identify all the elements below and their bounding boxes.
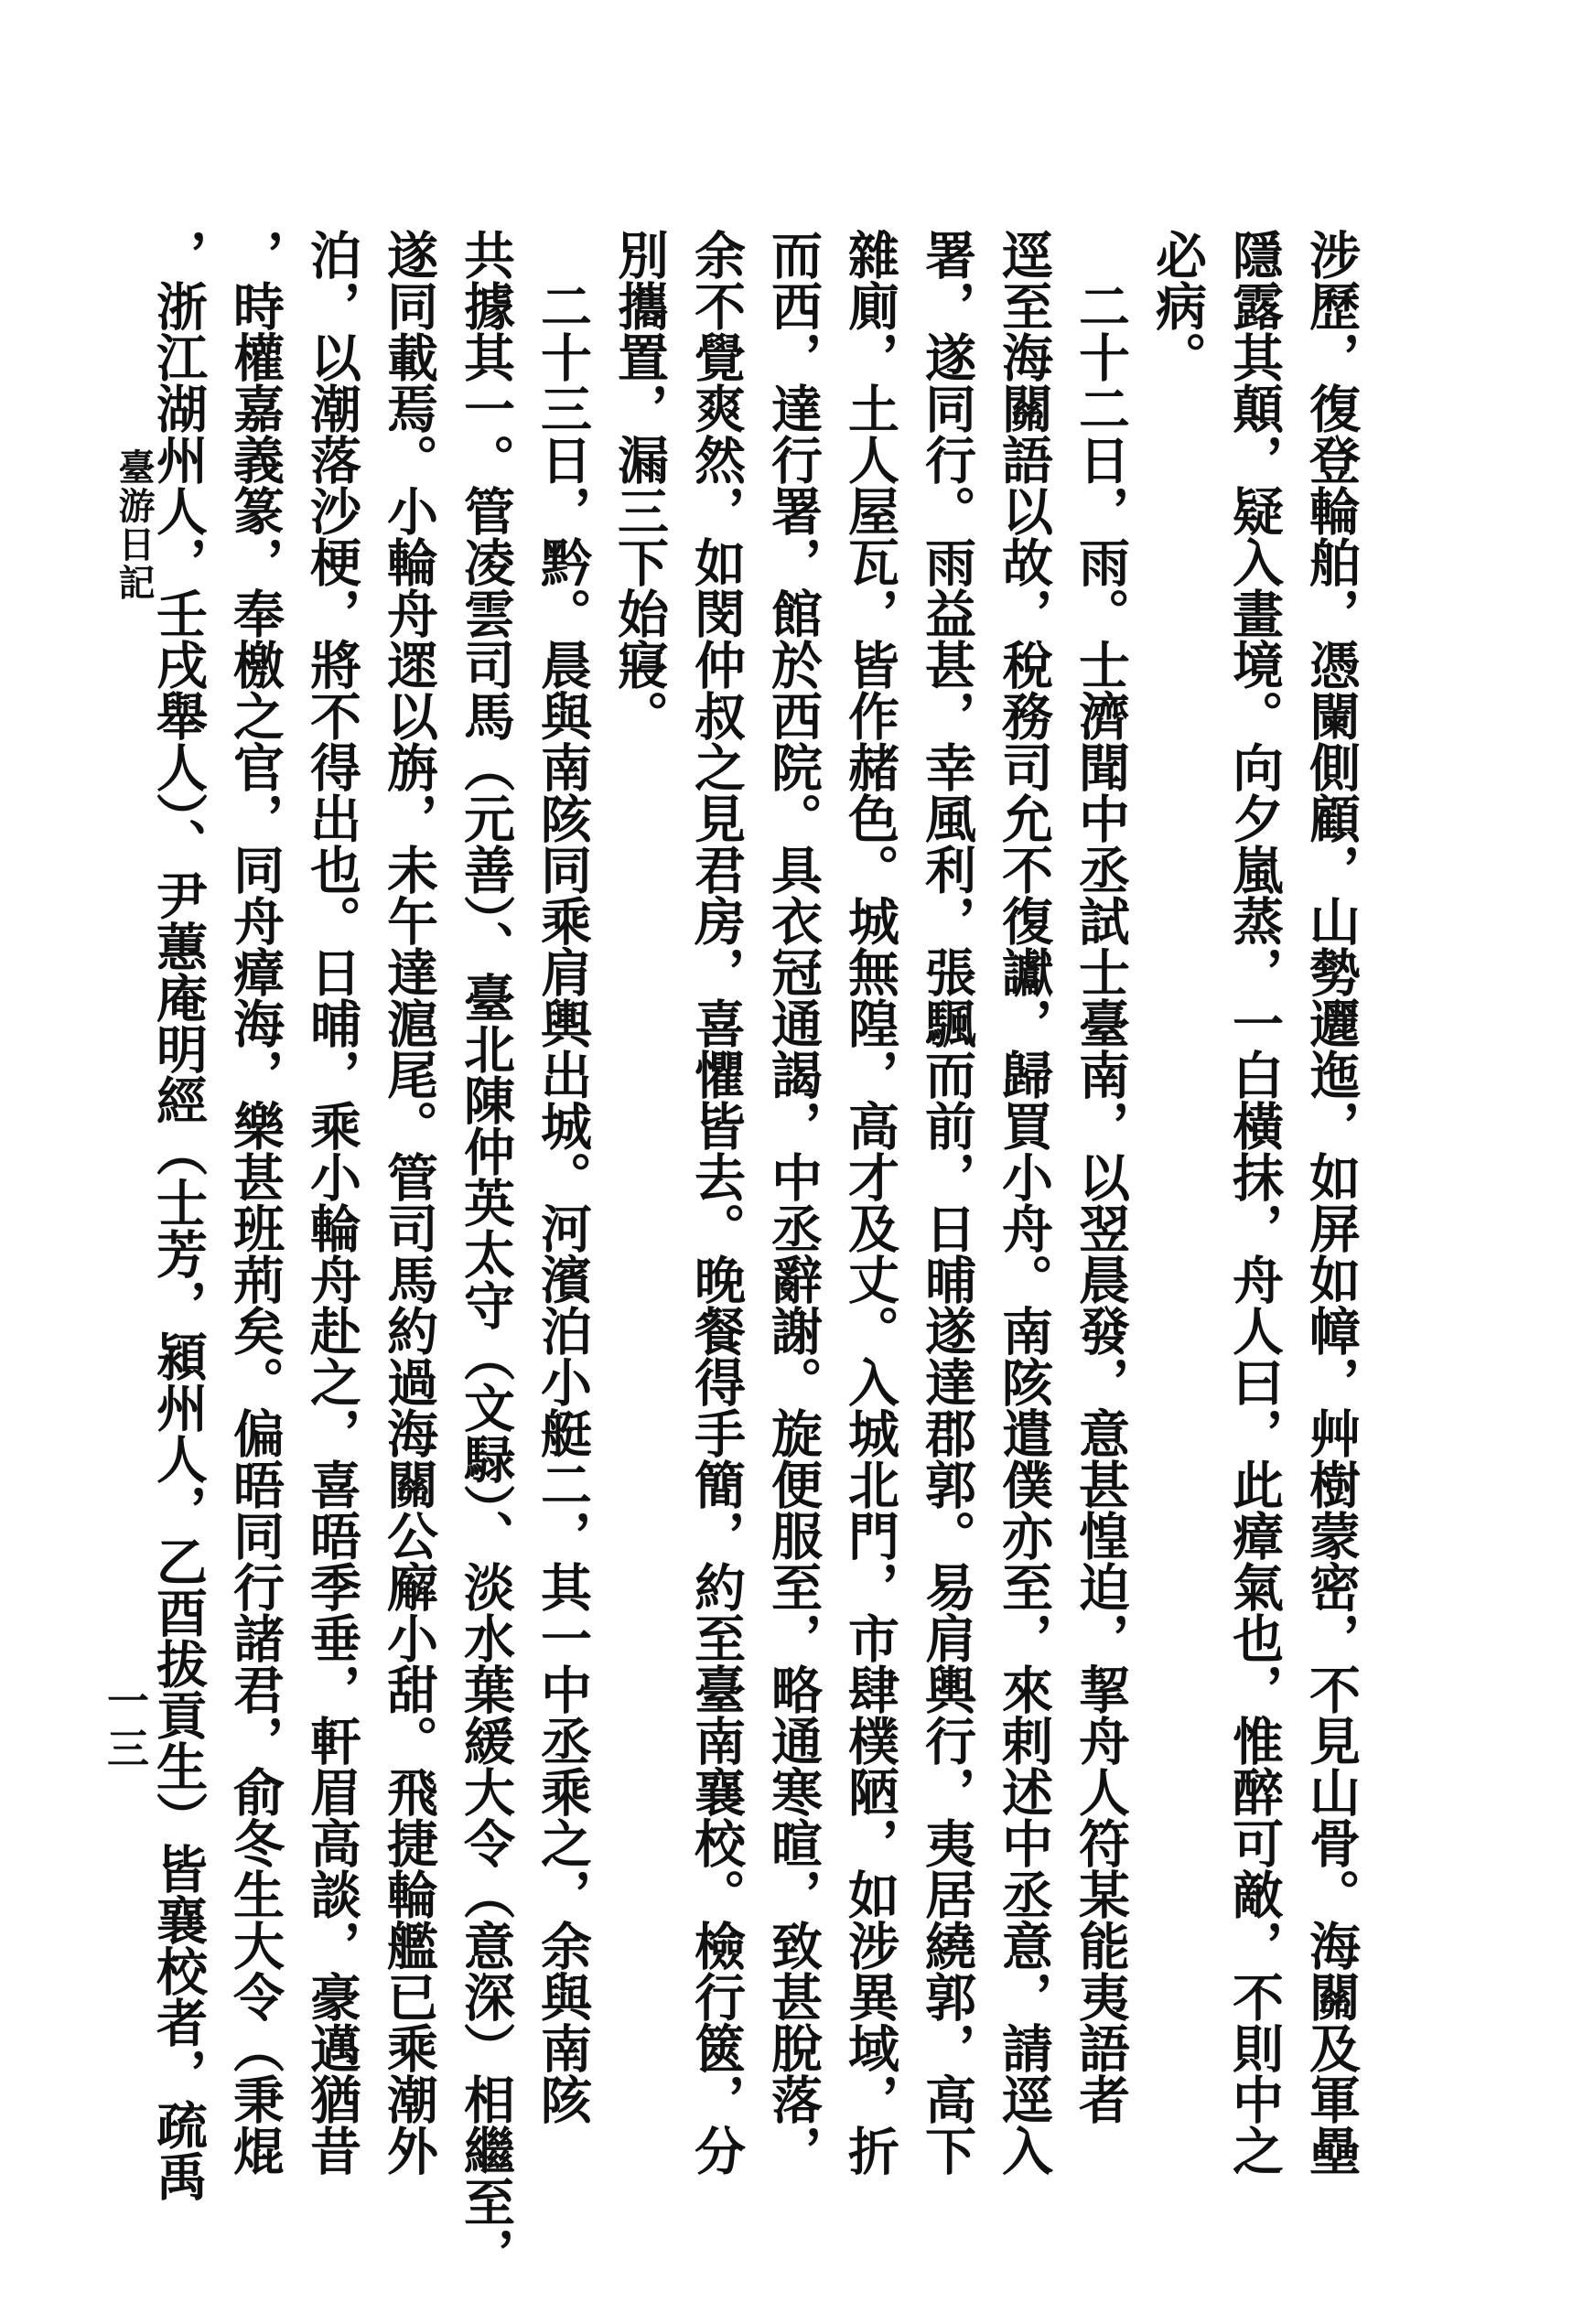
text-line: ，時權嘉義篆，奉檄之官，同舟瘴海，樂甚班荊矣。偏晤同行諸君，俞冬生大令（秉焜 [225, 229, 285, 2176]
text-line: 別攜置，漏三下始寢。 [609, 229, 670, 741]
book-title: 臺游日記 [113, 448, 156, 602]
text-line: 雜廁，土人屋瓦，皆作赭色。城無隍，高才及丈。入城北門，市肆樸陋，如涉異域，折 [840, 229, 900, 2176]
body-text [148, 229, 1370, 2278]
text-line: 隱露其顛，疑入畫境。向夕嵐蒸，一白橫抹，舟人曰，此瘴氣也，惟醉可敵，不則中之 [1224, 229, 1285, 2176]
text-line: 泊，以潮落沙梗，將不得出也。日晡，乘小輪舟赴之，喜晤季垂，軒眉高談，豪邁猶昔 [302, 229, 362, 2176]
text-line: 必病。 [1147, 229, 1208, 382]
text-line: 涉歷，復登輪舶，憑闌側顧，山勢邐迤，如屏如幛，艸樹蒙密，不見山骨。海關及軍壘 [1301, 229, 1362, 2176]
text-line: 二十三日，黔。晨與南陔同乘肩輿出城。河濱泊小艇二，其一中丞乘之，余與南陔 [533, 229, 593, 2125]
text-line: 署，遂同行。雨益甚，幸風利，張颿而前，日晡遂達郡郭。易肩輿行，夷居繞郭，高下 [917, 229, 977, 2176]
text-line: 余不覺爽然，如閔仲叔之見君房，喜懼皆去。晚餐得手簡，約至臺南襄校。檢行篋，分 [686, 229, 747, 2176]
text-line: ，浙江湖州人，壬戌舉人）、尹蕙庵明經（士芳，潁州人，乙酉拔貢生）皆襄校者，疏禹 [148, 229, 209, 2201]
page-number: 一三 [101, 1679, 150, 1774]
text-line: 而西，達行署，館於西院。具衣冠通謁，中丞辭謝。旋便服至，略通寒暄，致甚脫落， [763, 229, 824, 2176]
text-line: 逕至海關語以故，稅務司允不復讞，歸買小舟。南陔遣僕亦至，來剌述中丞意，請逕入 [994, 229, 1054, 2176]
text-line: 共據其一。管凌雲司馬（元善）、臺北陳仲英太守（文騄）、淡水葉緩大令（意深）相繼至， [456, 229, 516, 2278]
text-line: 二十二日，雨。士濟聞中丞試士臺南，以翌晨發，意甚惶迫，挈舟人符某能夷語者 [1071, 229, 1131, 2125]
text-line: 遂同載焉。小輪舟遝以旃，未午達滬尾。管司馬約過海關公廨小甜。飛捷輪艦已乘潮外 [379, 229, 439, 2176]
